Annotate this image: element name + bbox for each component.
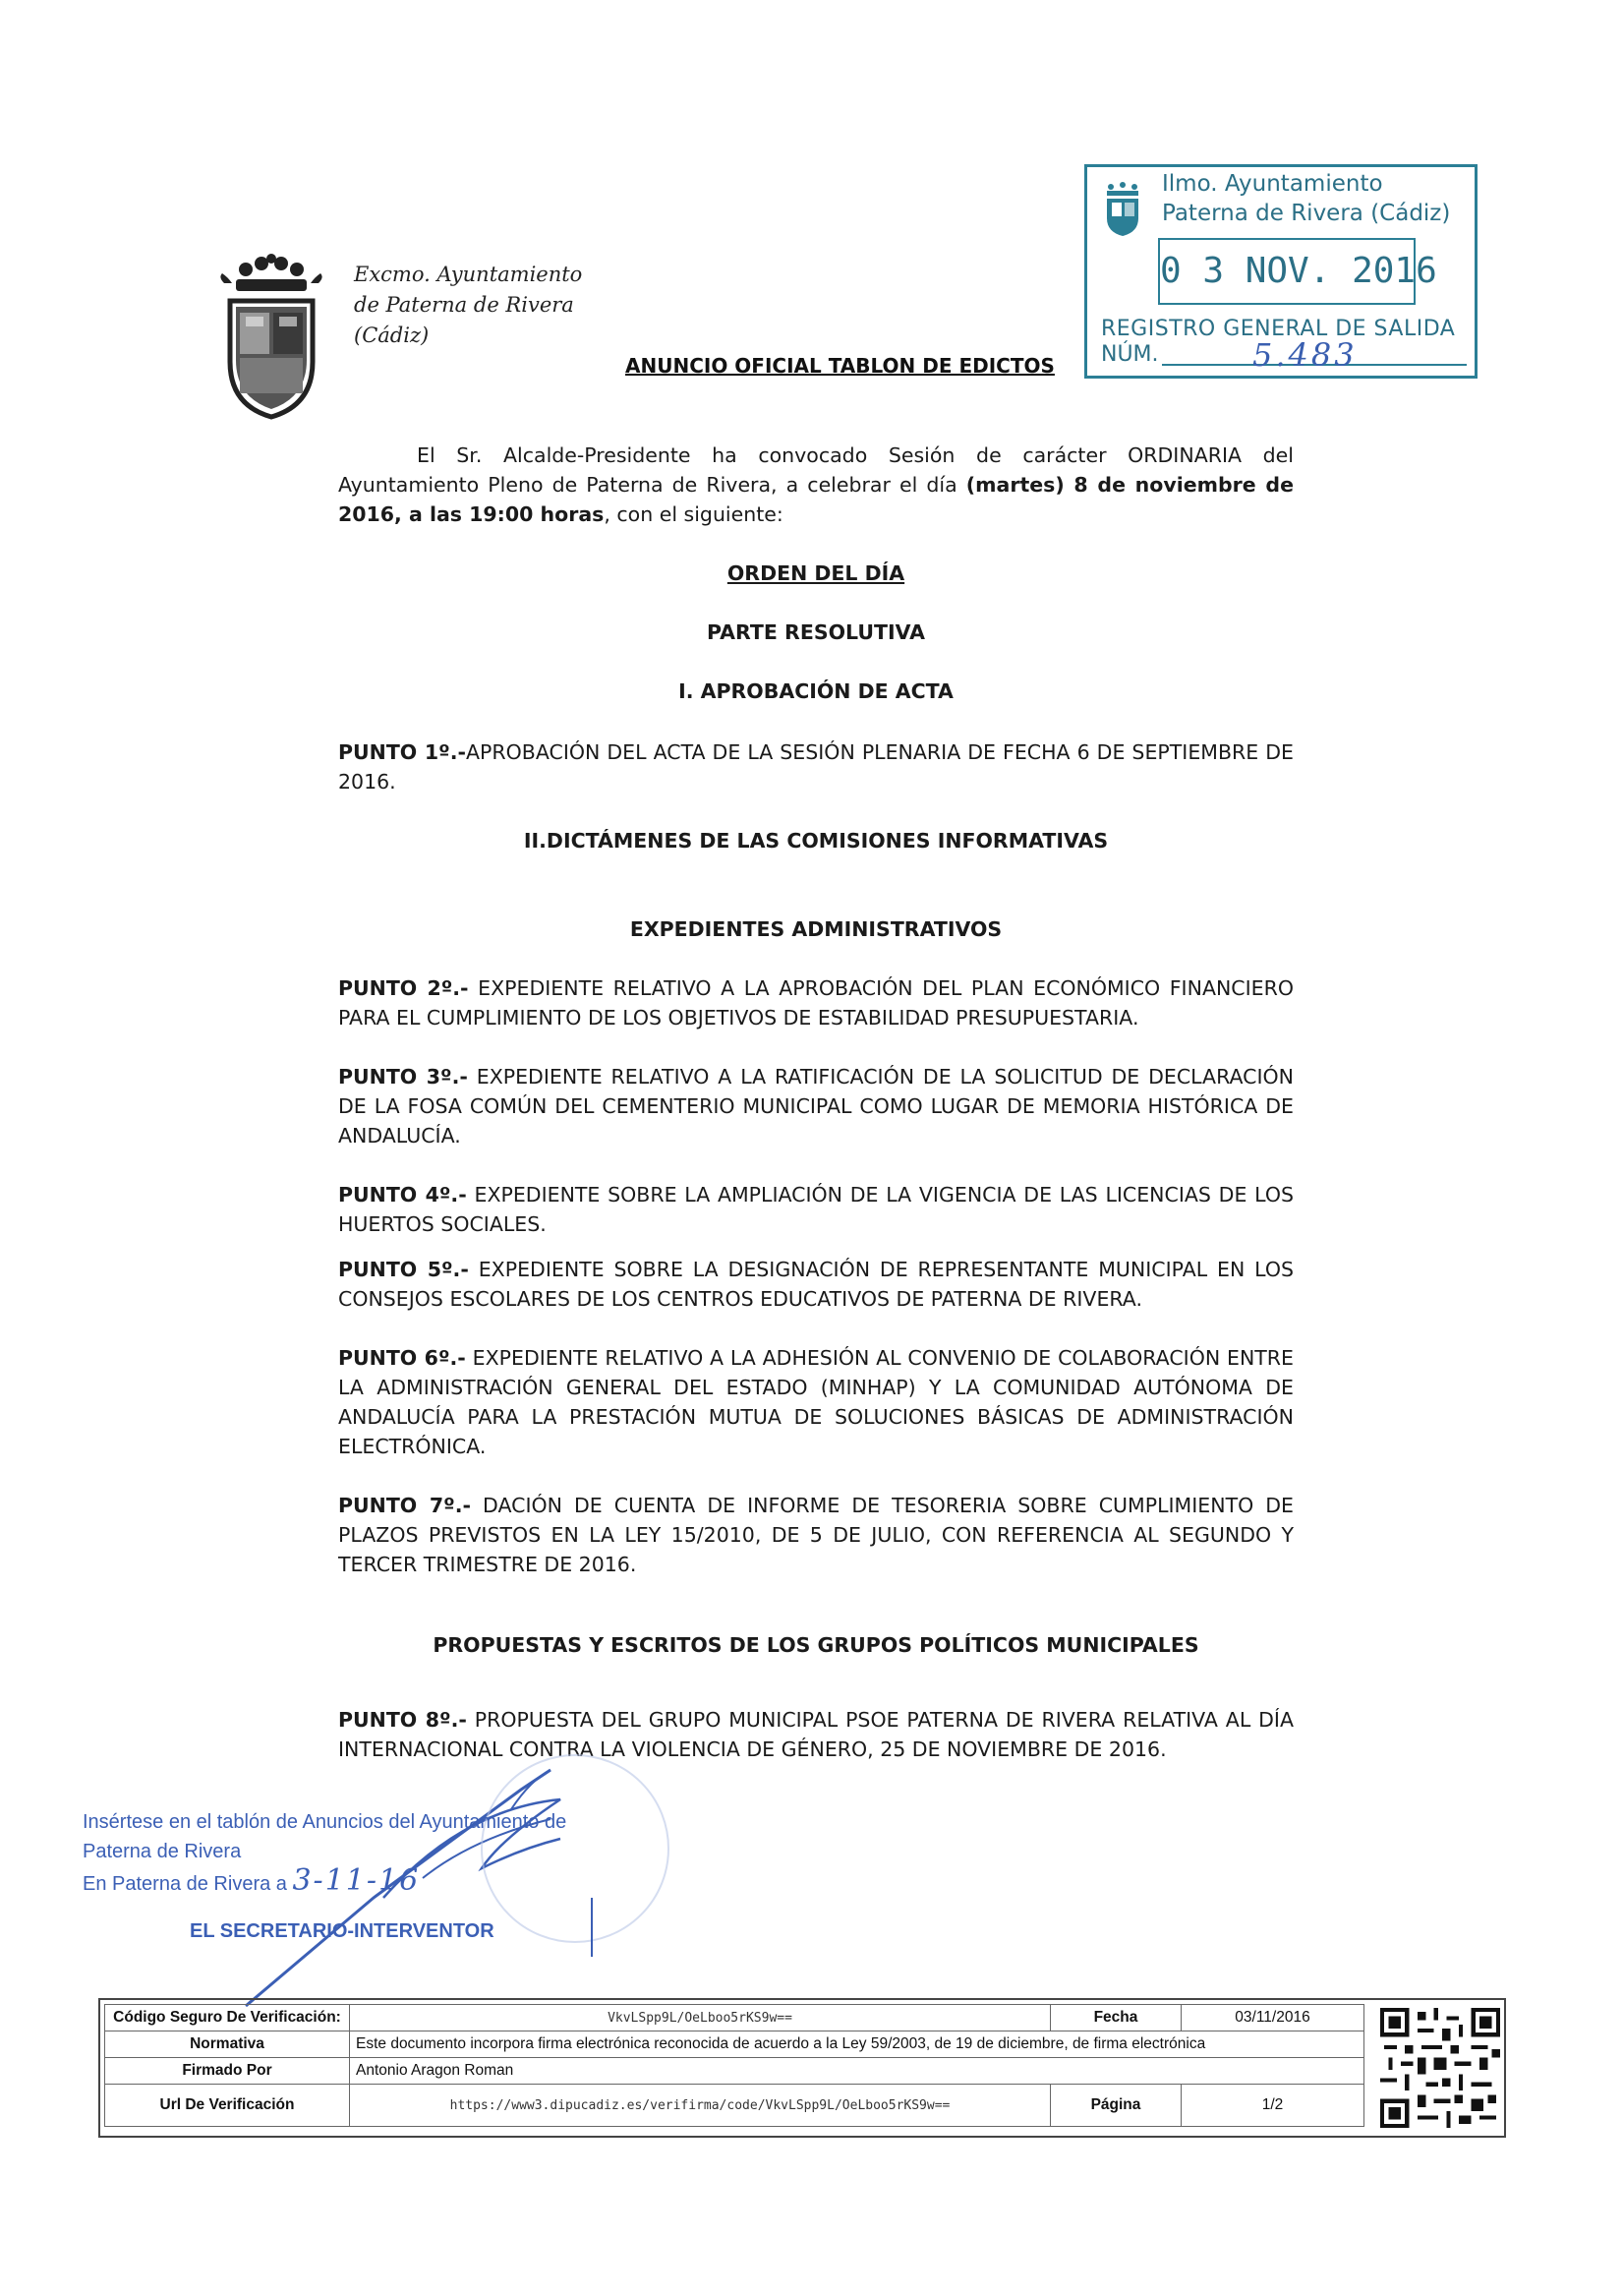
table-row <box>105 2005 1364 2031</box>
org-line: de Paterna de Rivera <box>354 293 574 317</box>
stamp-org-line: Paterna de Rivera (Cádiz) <box>1162 201 1451 226</box>
fecha-value: 03/11/2016 <box>1182 2005 1364 2031</box>
note-line: Paterna de Rivera <box>83 1841 242 1862</box>
publication-note <box>83 1807 633 1899</box>
code-value: VkvLSpp9L/OeLboo5rKS9w== <box>350 2005 1051 2031</box>
agenda-item <box>338 1062 1294 1150</box>
table-row <box>105 2058 1364 2085</box>
stamp-number-value: 5.483 <box>1252 336 1358 374</box>
stamp-number-label: NÚM. <box>1101 342 1159 367</box>
firmado-label: Firmado Por <box>105 2058 350 2085</box>
org-line: (Cádiz) <box>354 324 430 347</box>
section-heading: ORDEN DEL DÍA <box>726 561 905 585</box>
agenda-item-text: EXPEDIENTE SOBRE LA DESIGNACIÓN DE REPRESENTANTE MUNICIPAL EN LOS CONSEJOS ESCOLARES DE LOS CENTROS EDUCATIVOS DE PATERNA DE RIVERA. <box>338 1258 1295 1311</box>
registry-stamp <box>1084 164 1478 379</box>
section-heading: II.DICTÁMENES DE LAS COMISIONES INFORMATIVAS <box>523 829 1109 853</box>
url-label: Url De Verificación <box>105 2085 350 2127</box>
pagina-label: Página <box>1051 2085 1182 2127</box>
document-body <box>338 441 1294 1764</box>
section-heading: PARTE RESOLUTIVA <box>707 620 925 644</box>
intro-text: El Sr. Alcalde-Presidente ha convocado Sesión de carácter ORDINARIA del Ayuntamiento Pleno de Paterna de Rivera, a celebrar el día <box>338 443 1294 497</box>
agenda-item <box>338 1180 1294 1239</box>
table-row <box>105 2085 1364 2127</box>
agenda-item-label: PUNTO 7º.- <box>338 1494 472 1517</box>
agenda-item-label: PUNTO 2º.- <box>338 976 469 1000</box>
agenda-item-label: PUNTO 3º.- <box>338 1065 468 1089</box>
normativa-label: Normativa <box>105 2031 350 2058</box>
agenda-item-text: EXPEDIENTE RELATIVO A LA RATIFICACIÓN DE LA SOLICITUD DE DECLARACIÓN DE LA FOSA COMÚN DEL CEMENTERIO MUNICIPAL COMO LUGAR DE MEMORIA HISTÓRICA DE ANDALUCÍA. <box>338 1065 1294 1148</box>
section-heading: I. APROBACIÓN DE ACTA <box>678 679 954 703</box>
coat-of-arms-logo <box>216 254 326 421</box>
agenda-item-text: DACIÓN DE CUENTA DE INFORME DE TESORERIA SOBRE CUMPLIMIENTO DE PLAZOS PREVISTOS EN LA LEY 15/2010, DE 5 DE JULIO, CON REFERENCIA AL SEGUNDO Y TERCER TRIMESTRE DE 2016. <box>338 1494 1295 1576</box>
document-title: ANUNCIO OFICIAL TABLON DE EDICTOS <box>625 354 1055 378</box>
normativa-value: Este documento incorpora firma electrónica reconocida de acuerdo a la Ley 59/2003, de 19 de diciembre, de firma electrónica <box>350 2031 1364 2058</box>
agenda-item-label: PUNTO 1º.- <box>338 740 467 764</box>
agenda-item-text: EXPEDIENTE RELATIVO A LA ADHESIÓN AL CONVENIO DE COLABORACIÓN ENTRE LA ADMINISTRACIÓN GENERAL DEL ESTADO (MINHAP) Y LA COMUNIDAD AUTÓNOMA DE ANDALUCÍA PARA LA PRESTACIÓN MUTUA DE SOLUCIONES BÁSICAS DE ADMINISTRACIÓN ELECTRÓNICA. <box>338 1346 1295 1458</box>
note-line <box>83 1863 633 1899</box>
org-line: Excmo. Ayuntamiento <box>354 263 583 286</box>
agenda-item-text: APROBACIÓN DEL ACTA DE LA SESIÓN PLENARIA DE FECHA 6 DE SEPTIEMBRE DE 2016. <box>338 740 1295 794</box>
handwritten-date: 3-11-16 <box>292 1863 421 1898</box>
stamp-emblem-icon <box>1103 181 1142 238</box>
agenda-item <box>338 1491 1294 1579</box>
agenda-item-label: PUNTO 6º.- <box>338 1346 466 1370</box>
stamp-org-line: Ilmo. Ayuntamiento <box>1162 171 1383 197</box>
qr-code-icon <box>1380 2008 1500 2128</box>
intro-date: (martes) 8 de noviembre de 2016, a las 19:00 horas <box>338 473 1294 526</box>
section-heading: PROPUESTAS Y ESCRITOS DE LOS GRUPOS POLÍTICOS MUNICIPALES <box>433 1633 1199 1657</box>
fecha-label: Fecha <box>1051 2005 1182 2031</box>
agenda-item-label: PUNTO 4º.- <box>338 1183 467 1207</box>
agenda-item <box>338 737 1294 796</box>
intro-text: , con el siguiente: <box>604 502 783 526</box>
stamp-date: 0 3 NOV. 2016 <box>1158 238 1416 305</box>
table-row <box>105 2031 1364 2058</box>
stamp-registry-label: REGISTRO GENERAL DE SALIDA <box>1101 317 1456 341</box>
note-line-prefix: En Paterna de Rivera a <box>83 1873 287 1895</box>
agenda-item <box>338 1255 1294 1314</box>
url-value[interactable]: https://www3.dipucadiz.es/verifirma/code/VkvLSpp9L/OeLboo5rKS9w== <box>350 2085 1051 2127</box>
organization-name <box>354 260 609 351</box>
agenda-item-text: EXPEDIENTE RELATIVO A LA APROBACIÓN DEL PLAN ECONÓMICO FINANCIERO PARA EL CUMPLIMIENTO DE LOS OBJETIVOS DE ESTABILIDAD PRESUPUESTARIA. <box>338 976 1294 1030</box>
section-heading: EXPEDIENTES ADMINISTRATIVOS <box>629 917 1003 941</box>
intro-paragraph <box>338 441 1294 529</box>
verification-table <box>104 2004 1364 2127</box>
signer-title: EL SECRETARIO-INTERVENTOR <box>190 1920 494 1942</box>
verification-box <box>98 1998 1506 2138</box>
agenda-item-text: EXPEDIENTE SOBRE LA AMPLIACIÓN DE LA VIGENCIA DE LAS LICENCIAS DE LOS HUERTOS SOCIALES. <box>338 1183 1294 1236</box>
agenda-item <box>338 973 1294 1032</box>
agenda-item-label: PUNTO 5º.- <box>338 1258 469 1281</box>
pagina-value: 1/2 <box>1182 2085 1364 2127</box>
agenda-item-text: PROPUESTA DEL GRUPO MUNICIPAL PSOE PATERNA DE RIVERA RELATIVA AL DÍA INTERNACIONAL CONTRA LA VIOLENCIA DE GÉNERO, 25 DE NOVIEMBRE DE 2016. <box>338 1708 1294 1761</box>
code-label: Código Seguro De Verificación: <box>105 2005 350 2031</box>
agenda-item-label: PUNTO 8º.- <box>338 1708 467 1732</box>
note-line: Insértese en el tablón de Anuncios del Ayuntamiento de <box>83 1811 567 1833</box>
firmado-value: Antonio Aragon Roman <box>350 2058 1364 2085</box>
agenda-item <box>338 1343 1294 1461</box>
